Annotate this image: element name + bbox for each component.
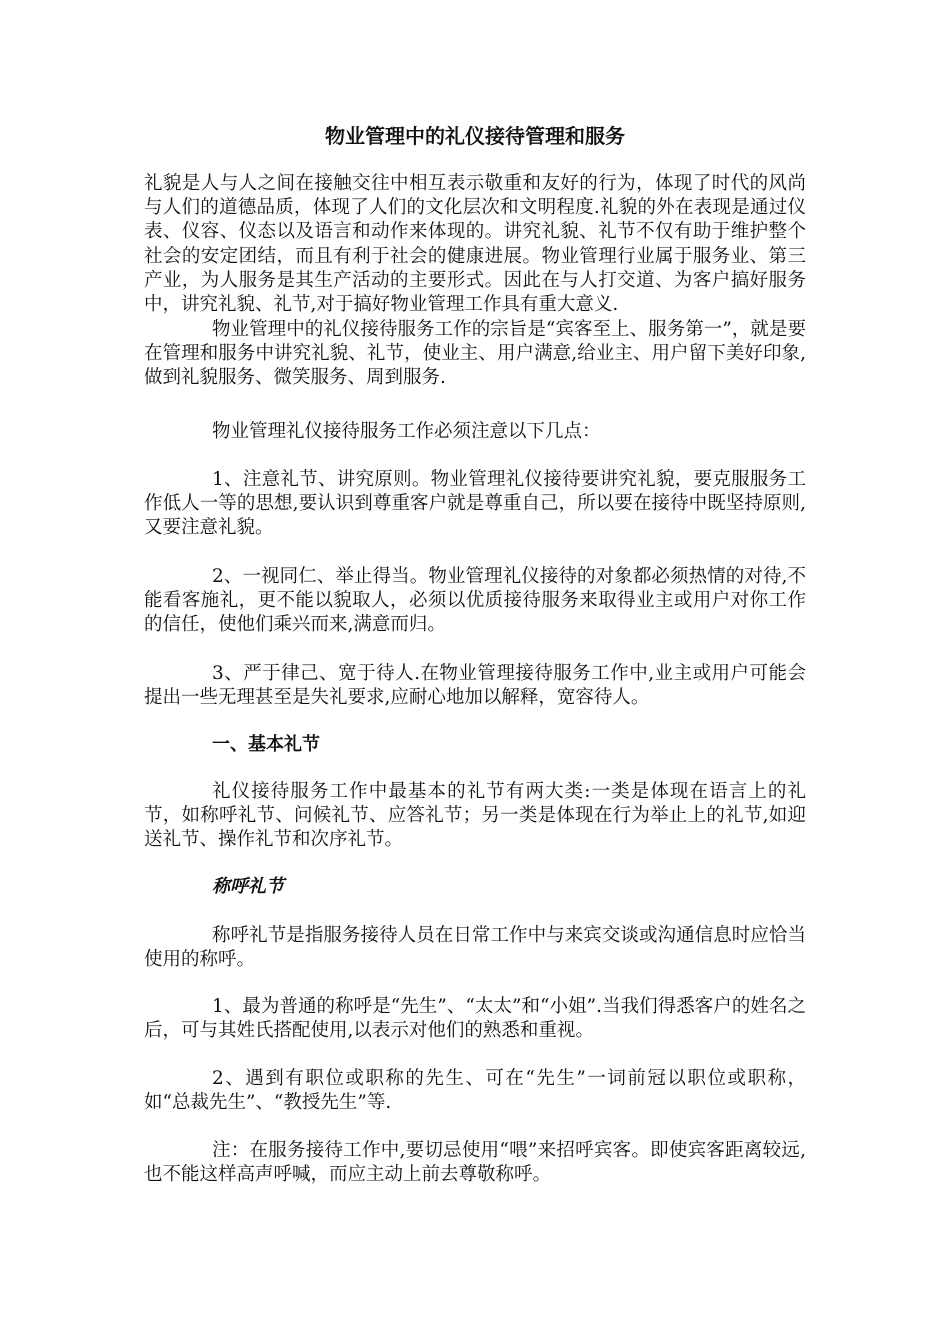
- section-1-paragraph: 礼仪接待服务工作中最基本的礼节有两大类:一类是体现在语言上的礼节，如称呼礼节、问候礼节、应答礼节；另一类是体现在行为举止上的礼节,如迎送礼节、操作礼节和次序礼节。: [144, 781, 806, 851]
- notes-intro: 物业管理礼仪接待服务工作必须注意以下几点：: [212, 421, 601, 442]
- point-3: 3、严于律己、宽于待人.在物业管理接待服务工作中,业主或用户可能会提出一些无理甚至是失礼要求,应耐心地加以解释，宽容待人。: [144, 663, 806, 709]
- intro-paragraph: 礼貌是人与人之间在接触交往中相互表示敬重和友好的行为，体现了时代的风尚与人们的道德品质，体现了人们的文化层次和文明程度.礼貌的外在表现是通过仪表、仪容、仪态以及语言和动作来体现的。讲究礼貌、礼节不仅有助于维护整个社会的安定团结，而且有利于社会的健康进展。物业管理行业属于服务业、第三产业，为人服务是其生产活动的主要形式。因此在与人打交道、为客户搞好服务中，讲究礼貌、礼节,对于搞好物业管理工作具有重大意义.: [144, 173, 806, 316]
- point-1: 1、注意礼节、讲究原则。物业管理礼仪接待要讲究礼貌，要克服服务工作低人一等的思想,要认识到尊重客户就是尊重自己，所以要在接待中既坚持原则,又要注意礼貌。: [144, 469, 806, 539]
- section-heading-basic-etiquette: 一、基本礼节: [212, 734, 320, 755]
- subsection-paragraph: 称呼礼节是指服务接待人员在日常工作中与来宾交谈或沟通信息时应恰当使用的称呼。: [144, 925, 806, 971]
- address-rule-1: 1、最为普通的称呼是“先生”、“太太”和“小姐”.当我们得悉客户的姓名之后，可与其姓氏搭配使用,以表示对他们的熟悉和重视。: [144, 996, 806, 1042]
- subsection-heading-address: 称呼礼节: [212, 876, 284, 897]
- note-paragraph: 注：在服务接待工作中,要切忌使用“喂”来招呼宾客。即使宾客距离较远,也不能这样高声呼喊，而应主动上前去尊敬称呼。: [144, 1140, 806, 1186]
- document-title: 物业管理中的礼仪接待管理和服务: [325, 124, 625, 148]
- point-2: 2、一视同仁、举止得当。物业管理礼仪接待的对象都必须热情的对待,不能看客施礼，更不能以貌取人，必须以优质接待服务来取得业主或用户对你工作的信任，使他们乘兴而来,满意而归。: [144, 566, 806, 636]
- address-rule-2: 2、遇到有职位或职称的先生、可在“先生”一词前冠以职位或职称，如“总裁先生”、“教授先生”等.: [144, 1068, 806, 1114]
- purpose-paragraph: 物业管理中的礼仪接待服务工作的宗旨是“宾客至上、服务第一”，就是要在管理和服务中讲究礼貌、礼节，使业主、用户满意,给业主、用户留下美好印象,做到礼貌服务、微笑服务、周到服务.: [144, 319, 806, 389]
